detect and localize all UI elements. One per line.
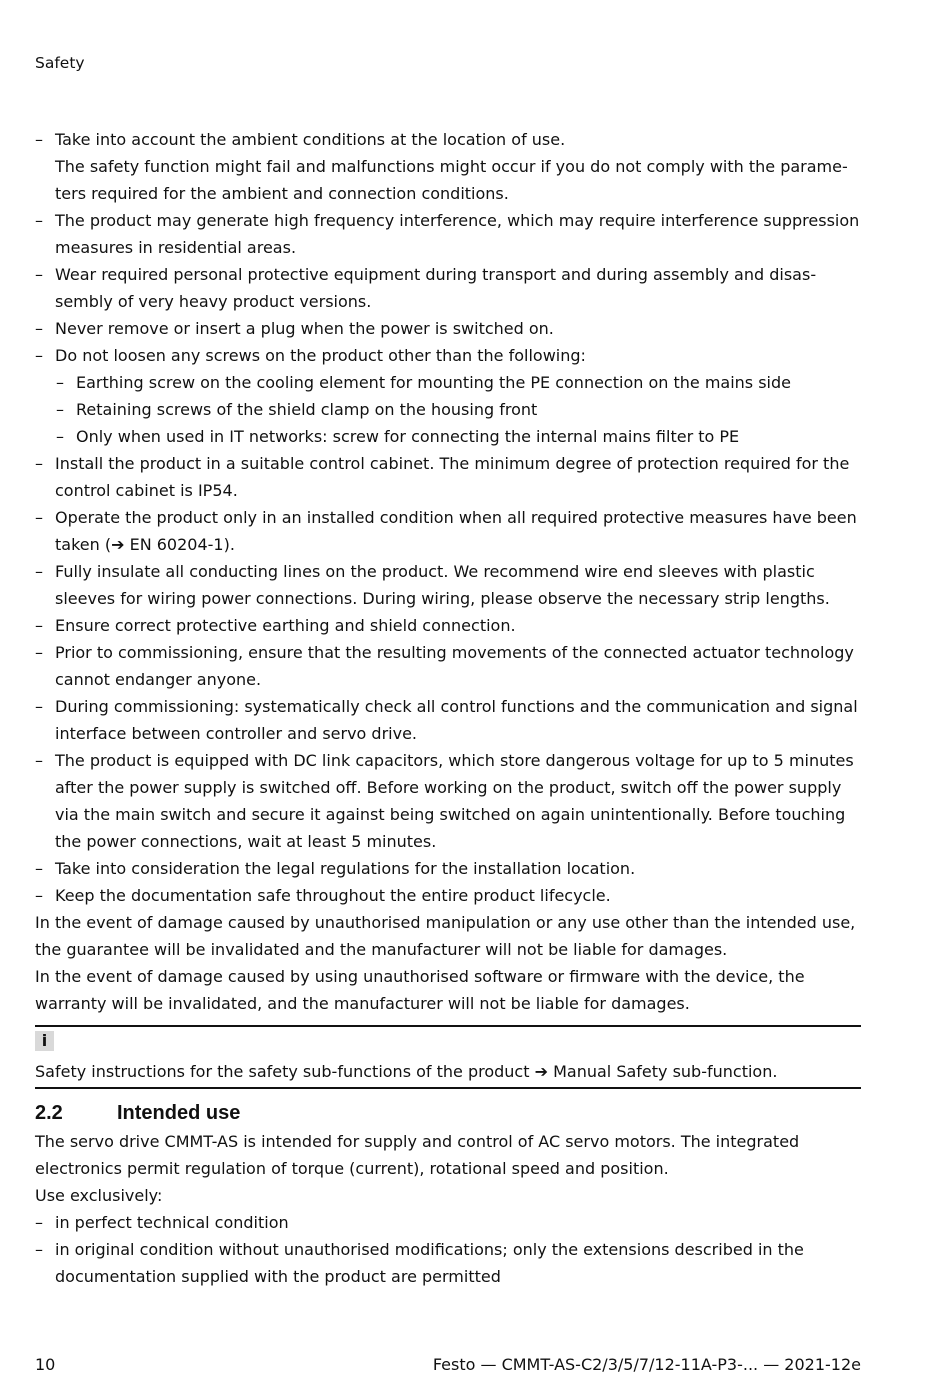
list-item: [35, 1209, 861, 1236]
page-number: 10: [35, 1355, 56, 1374]
line-text: warranty will be invalidated, and the manufacturer will not be liable for damages.: [35, 994, 690, 1013]
line-text: Fully insulate all conducting lines on the product. We recommend wire end sleeves with plastic: [55, 562, 815, 581]
line-text: ters required for the ambient and connection conditions.: [55, 184, 509, 203]
list-item: [35, 855, 861, 882]
line-text: interface between controller and servo drive.: [55, 724, 417, 743]
line-text: Do not loosen any screws on the product other than the following:: [55, 346, 586, 365]
paragraph: [35, 909, 861, 963]
safety-list: [35, 126, 861, 369]
footer-document-reference: Festo — CMMT-AS-C2/3/5/7/12-11A-P3-... — 2021-12e: [432, 1355, 861, 1374]
line-text: During commissioning: systematically check all control functions and the communication and signal: [55, 697, 858, 716]
list-item: [35, 450, 861, 504]
line-text: taken (: [55, 535, 112, 554]
line-text: control cabinet is IP54.: [55, 481, 238, 500]
running-header: Safety: [35, 54, 85, 72]
section-heading: [35, 1098, 861, 1128]
line-text: Ensure correct protective earthing and shield connection.: [55, 616, 516, 635]
info-icon: i: [35, 1031, 54, 1051]
list-item: [35, 747, 861, 855]
list-item: [35, 126, 861, 207]
line-text: Install the product in a suitable control cabinet. The minimum degree of protection required for the: [55, 454, 850, 473]
line-text: measures in residential areas.: [55, 238, 297, 257]
line-text: via the main switch and secure it against being switched on again unintentionally. Before touching: [55, 805, 846, 824]
line-text: in original condition without unauthorised modifications; only the extensions described in the: [55, 1240, 804, 1259]
paragraph: [35, 963, 861, 1017]
arrow-right-icon: ➔: [111, 535, 125, 554]
safety-list-continued: [35, 450, 861, 909]
list-item: [35, 612, 861, 639]
line-text: the guarantee will be invalidated and the manufacturer will not be liable for damages.: [35, 940, 728, 959]
arrow-right-icon: ➔: [534, 1062, 548, 1081]
line-text: The safety function might fail and malfunctions might occur if you do not comply with the parame-: [55, 157, 848, 176]
sub-list-item: – Only when used in IT networks: screw for connecting the internal mains filter to PE: [35, 423, 861, 450]
list-item: [35, 315, 861, 342]
list-item: [35, 558, 861, 612]
sub-list-item: – Retaining screws of the shield clamp on the housing front: [35, 396, 861, 423]
list-item: [35, 639, 861, 693]
list-item: [35, 504, 861, 558]
line-text: Operate the product only in an installed condition when all required protective measures have been: [55, 508, 857, 527]
use-exclusively-label: Use exclusively:: [35, 1186, 163, 1205]
list-item: [35, 882, 861, 909]
info-reference-link[interactable]: Manual Safety sub-function.: [548, 1062, 778, 1081]
line-text: Take into consideration the legal regulations for the installation location.: [55, 859, 636, 878]
line-text: electronics permit regulation of torque (current), rotational speed and position.: [35, 1159, 669, 1178]
line-text: sembly of very heavy product versions.: [55, 292, 372, 311]
list-item: [35, 693, 861, 747]
page-content: [35, 126, 861, 1290]
document-page: [35, 0, 861, 1378]
section-title: Intended use: [117, 1102, 241, 1124]
line-text: The servo drive CMMT-AS is intended for supply and control of AC servo motors. The integrated: [35, 1132, 800, 1151]
line-text: The product is equipped with DC link capacitors, which store dangerous voltage for up to 5 minutes: [55, 751, 854, 770]
line-text: In the event of damage caused by using unauthorised software or firmware with the device, the: [35, 967, 805, 986]
line-text: in perfect technical condition: [55, 1213, 289, 1232]
line-text: Never remove or insert a plug when the power is switched on.: [55, 319, 554, 338]
line-text: the power connections, wait at least 5 minutes.: [55, 832, 437, 851]
intended-use-body: [35, 1128, 861, 1290]
standard-reference: EN 60204-1).: [124, 535, 235, 554]
sub-list-item: – Earthing screw on the cooling element for mounting the PE connection on the mains side: [35, 369, 861, 396]
list-item: [35, 261, 861, 315]
info-box: [35, 1025, 861, 1089]
info-text: [35, 1058, 861, 1085]
intended-use-intro: [35, 1128, 861, 1182]
list-item: [35, 1236, 861, 1290]
liability-paragraphs: [35, 909, 861, 1017]
line-text: Take into account the ambient conditions at the location of use.: [55, 130, 566, 149]
line-text: Keep the documentation safe throughout the entire product lifecycle.: [55, 886, 611, 905]
screw-sublist: [35, 369, 861, 450]
line-text: cannot endanger anyone.: [55, 670, 262, 689]
line-text: Wear required personal protective equipment during transport and during assembly and disas-: [55, 265, 817, 284]
section-number: 2.2: [35, 1102, 63, 1124]
line-text: The product may generate high frequency interference, which may require interference suppression: [55, 211, 860, 230]
line-text: sleeves for wiring power connections. During wiring, please observe the necessary strip lengths.: [55, 589, 830, 608]
line-text: documentation supplied with the product are permitted: [55, 1267, 501, 1286]
line-text: Prior to commissioning, ensure that the resulting movements of the connected actuator technology: [55, 643, 854, 662]
list-item: [35, 342, 861, 369]
line-text: In the event of damage caused by unauthorised manipulation or any use other than the intended use,: [35, 913, 856, 932]
line-text: after the power supply is switched off. Before working on the product, switch off the power supply: [55, 778, 842, 797]
list-item: [35, 207, 861, 261]
info-text-main: Safety instructions for the safety sub-functions of the product: [35, 1062, 535, 1081]
